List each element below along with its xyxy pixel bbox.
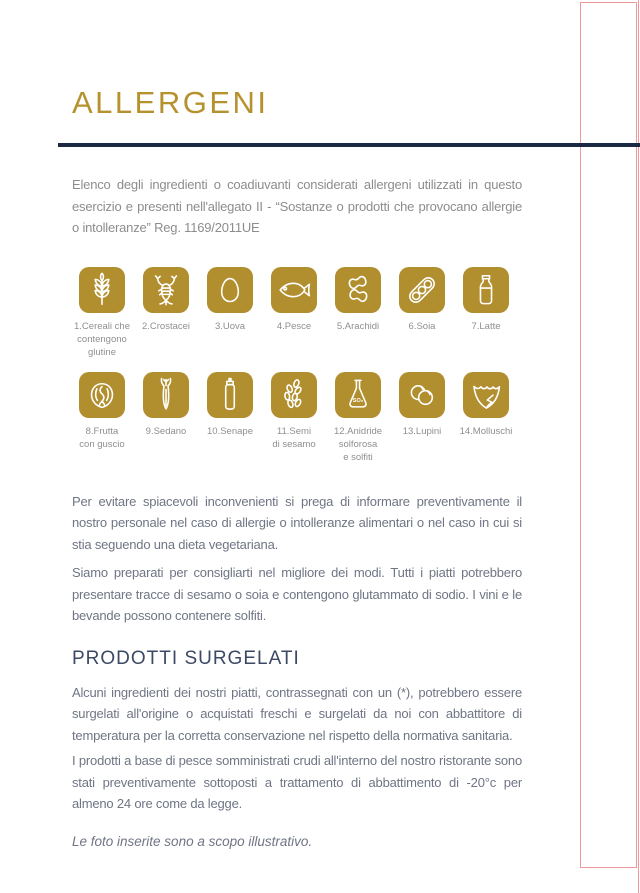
seashell-icon [463,372,509,418]
frozen-products-heading: PRODOTTI SURGELATI [72,647,300,669]
fish-icon [271,267,317,313]
lupin-beans-icon [399,372,445,418]
so2-label: SO₂ [352,397,364,404]
allergen-label: 8.Frutta con guscio [79,425,125,450]
allergen-label: 12.Anidride solforosa e solfiti [333,425,383,463]
allergen-label: 3.Uova [214,320,246,332]
sesame-seeds-icon [271,372,317,418]
allergen-label: 2.Crostacei [141,320,191,332]
crustacean-icon [143,267,189,313]
allergen-label: 7.Latte [471,320,501,332]
allergen-item-uova [198,267,262,359]
allergen-item-pesce [262,267,326,359]
wheat-icon [79,267,125,313]
allergen-item-senape [198,372,262,464]
allergen-label: 13.Lupini [402,425,442,437]
page-title: ALLERGENI [72,85,269,120]
allergen-item-soia [390,267,454,359]
allergen-label: 6.Soia [408,320,436,332]
photos-note: Le foto inserite sono a scopo illustrativo. [72,833,313,849]
walnut-icon [79,372,125,418]
allergen-label: 9.Sedano [145,425,187,437]
content-column [72,86,522,852]
allergen-label: 10.Senape [207,425,253,437]
allergen-item-molluschi [454,372,518,464]
allergen-item-semi-di-sesamo [262,372,326,464]
celery-icon [143,372,189,418]
allergen-item-anidride-solforosa [326,372,390,464]
allergen-item-sedano [134,372,198,464]
frozen-paragraph-1: Alcuni ingredienti dei nostri piatti, contrassegnati con un (*), potrebbero essere surgelati all'origine o acquistati freschi e surgelati da noi con abbattitore di temperatura per la corretta conservazione nel rispetto della normativa sanitaria. [72,684,522,743]
egg-icon [207,267,253,313]
sulfur-dioxide-flask-icon [335,372,381,418]
allergy-notice-paragraph: Per evitare spiacevoli inconvenienti si prega di informare preventivamente il nostro personale nel caso di allergie o intolleranze alimentari o nel caso in cui si stia seguendo una dieta vegetariana. [72,493,522,552]
allergen-item-frutta-con-guscio [70,372,134,464]
allergen-item-lupini [390,372,454,464]
allergen-label: 1.Cereali che contengono glutine [74,320,130,358]
allergen-item-crostacei [134,267,198,359]
milk-bottle-icon [463,267,509,313]
allergen-label: 14.Molluschi [459,425,513,437]
print-bleed-guide-line [638,0,639,893]
allergen-grid-row-1 [70,267,518,359]
allergen-label: 4.Pesce [276,320,312,332]
allergen-grid-row-2 [70,372,518,464]
intro-paragraph: Elenco degli ingredienti o coadiuvanti considerati allergeni utilizzati in questo esercizio e presenti nell'allegato II - “Sostanze o prodotti che provocano allergie o intolleranze” Reg. 1169/2011UE [72,177,522,235]
peanut-icon [335,267,381,313]
allergen-label: 11.Semi di sesamo [272,425,316,450]
title-divider-rule [58,143,640,147]
allergen-item-cereali [70,267,134,359]
allergen-item-latte [454,267,518,359]
frozen-paragraph-2: I prodotti a base di pesce somministrati crudi all'interno del nostro ristorante sono stati preventivamente sottoposti a trattamento di abbattimento di -20°c per almeno 24 ore come da legge. [72,753,522,811]
advice-paragraph: Siamo preparati per consigliarti nel migliore dei modi. Tutti i piatti potrebbero presentare tracce di sesamo o soia e contengono glutammato di sodio. I vini e le bevande possono contenere solfiti. [72,565,522,623]
soy-icon [399,267,445,313]
print-bleed-guide-box [580,2,637,868]
allergen-item-arachidi [326,267,390,359]
allergen-label: 5.Arachidi [336,320,380,332]
mustard-bottle-icon [207,372,253,418]
